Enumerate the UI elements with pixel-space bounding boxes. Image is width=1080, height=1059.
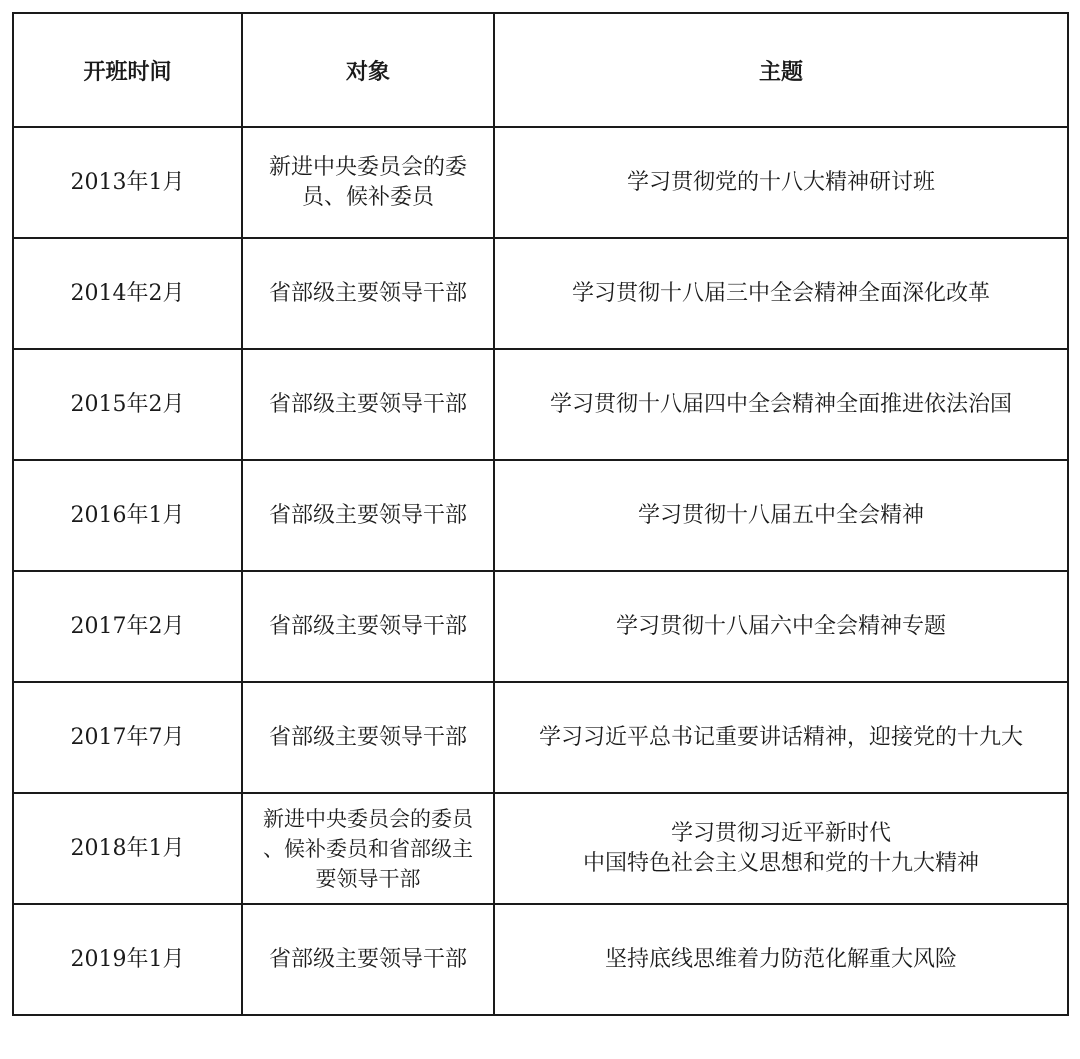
cell-topic: 学习习近平总书记重要讲话精神，迎接党的十九大 <box>494 682 1068 793</box>
cell-date: 2019年1月 <box>13 904 242 1015</box>
cell-date: 2013年1月 <box>13 127 242 238</box>
cell-topic: 学习贯彻习近平新时代 中国特色社会主义思想和党的十九大精神 <box>494 793 1068 904</box>
cell-date: 2014年2月 <box>13 238 242 349</box>
cell-topic: 学习贯彻党的十八大精神研讨班 <box>494 127 1068 238</box>
header-topic: 主题 <box>494 13 1068 127</box>
table-row <box>13 682 1068 793</box>
table-row <box>13 238 1068 349</box>
cell-topic: 坚持底线思维着力防范化解重大风险 <box>494 904 1068 1015</box>
header-target: 对象 <box>242 13 494 127</box>
cell-target: 省部级主要领导干部 <box>242 682 494 793</box>
table-header-row <box>13 13 1068 127</box>
table-row <box>13 127 1068 238</box>
cell-topic: 学习贯彻十八届五中全会精神 <box>494 460 1068 571</box>
cell-target: 省部级主要领导干部 <box>242 238 494 349</box>
cell-target: 新进中央委员会的委员 、候补委员和省部级主 要领导干部 <box>242 793 494 904</box>
cell-topic: 学习贯彻十八届六中全会精神专题 <box>494 571 1068 682</box>
training-schedule-table <box>12 12 1069 1016</box>
table-row <box>13 793 1068 904</box>
cell-target: 新进中央委员会的委 员、候补委员 <box>242 127 494 238</box>
cell-date: 2017年2月 <box>13 571 242 682</box>
header-start-time: 开班时间 <box>13 13 242 127</box>
cell-date: 2016年1月 <box>13 460 242 571</box>
cell-date: 2015年2月 <box>13 349 242 460</box>
cell-topic: 学习贯彻十八届四中全会精神全面推进依法治国 <box>494 349 1068 460</box>
cell-topic: 学习贯彻十八届三中全会精神全面深化改革 <box>494 238 1068 349</box>
cell-target: 省部级主要领导干部 <box>242 571 494 682</box>
cell-target: 省部级主要领导干部 <box>242 904 494 1015</box>
cell-target: 省部级主要领导干部 <box>242 460 494 571</box>
cell-date: 2018年1月 <box>13 793 242 904</box>
table-row <box>13 349 1068 460</box>
cell-target: 省部级主要领导干部 <box>242 349 494 460</box>
table-row <box>13 571 1068 682</box>
table-row <box>13 904 1068 1015</box>
table-row <box>13 460 1068 571</box>
cell-date: 2017年7月 <box>13 682 242 793</box>
